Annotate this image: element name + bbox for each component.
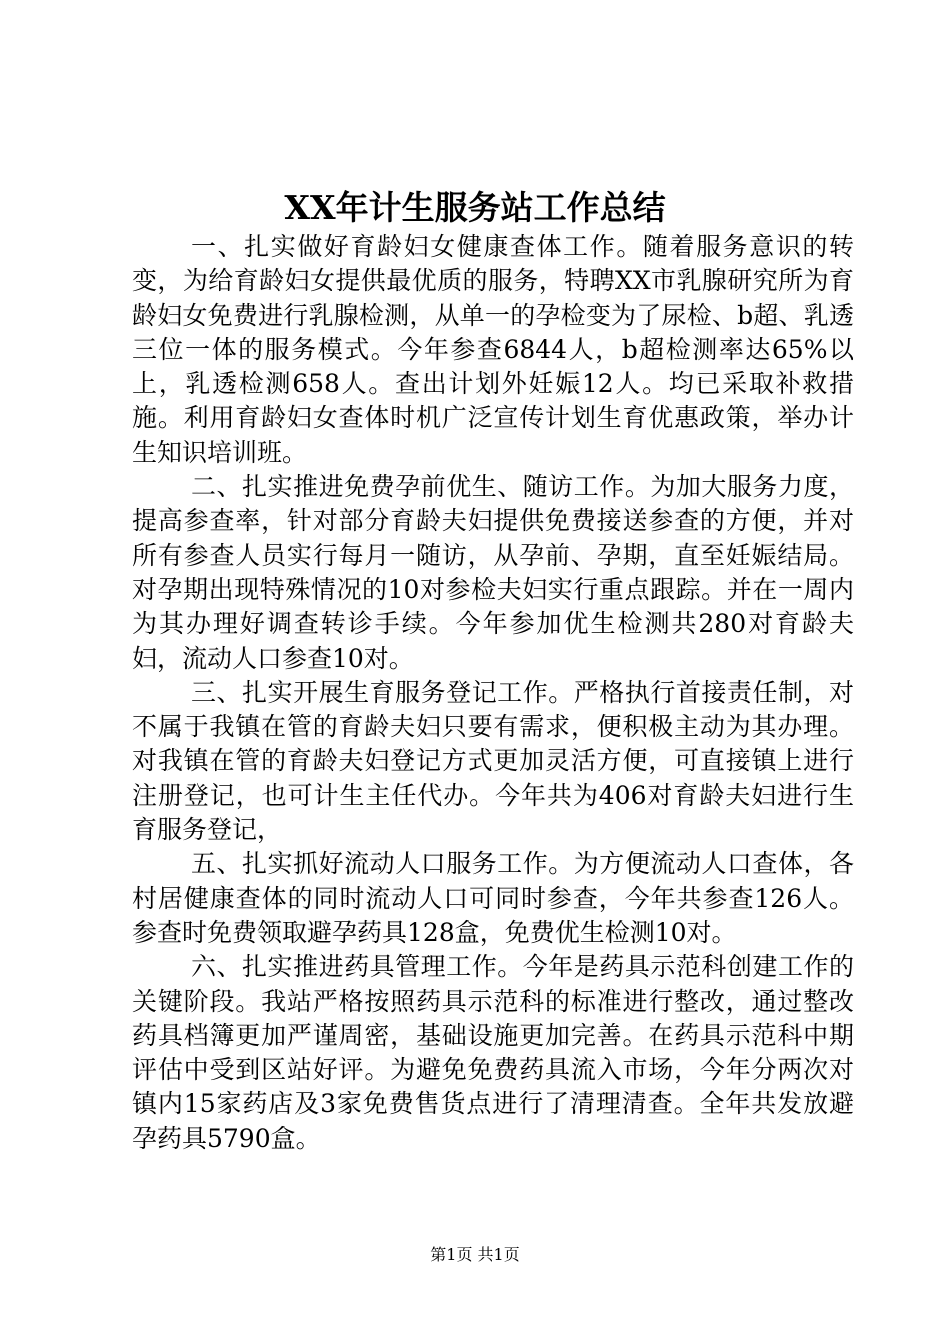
paragraph-4: 五、扎实抓好流动人口服务工作。为方便流动人口查体，各村居健康查体的同时流动人口可同时参查，今年共参查126人。参查时免费领取避孕药具128盒，免费优生检测10对。 [132,849,854,947]
paragraph-3: 三、扎实开展生育服务登记工作。严格执行首接责任制，对不属于我镇在管的育龄夫妇只要有需求，便积极主动为其办理。对我镇在管的育龄夫妇登记方式更加灵活方便，可直接镇上进行注册登记，也可计生主任代办。今年共为406对育龄夫妇进行生育服务登记， [132,677,854,845]
paragraph-2: 二、扎实推进免费孕前优生、随访工作。为加大服务力度，提高参查率，针对部分育龄夫妇提供免费接送参查的方便，并对所有参查人员实行每月一随访，从孕前、孕期，直至妊娠结局。对孕期出现特殊情况的10对参检夫妇实行重点跟踪。并在一周内为其办理好调查转诊手续。今年参加优生检测共280对育龄夫妇，流动人口参查10对。 [132,472,854,673]
document-title: XX年计生服务站工作总结 [284,188,666,227]
paragraph-5: 六、扎实推进药具管理工作。今年是药具示范科创建工作的关键阶段。我站严格按照药具示范科的标准进行整改，通过整改药具档簿更加严谨周密，基础设施更加完善。在药具示范科中期评估中受到区站好评。为避免免费药具流入市场，今年分两次对镇内15家药店及3家免费售货点进行了清理清查。全年共发放避孕药具5790盒。 [132,952,854,1153]
paragraph-1: 一、扎实做好育龄妇女健康查体工作。随着服务意识的转变，为给育龄妇女提供最优质的服务，特聘XX市乳腺研究所为育龄妇女免费进行乳腺检测，从单一的孕检变为了尿检、b超、乳透三位一体的服务模式。今年参查6844人，b超检测率达65%以上，乳透检测658人。查出计划外妊娠12人。均已采取补救措施。利用育龄妇女查体时机广泛宣传计划生育优惠政策，举办计生知识培训班。 [132,232,854,467]
document-body [132,230,854,1156]
page-footer: 第1页 共1页 [430,1245,520,1264]
